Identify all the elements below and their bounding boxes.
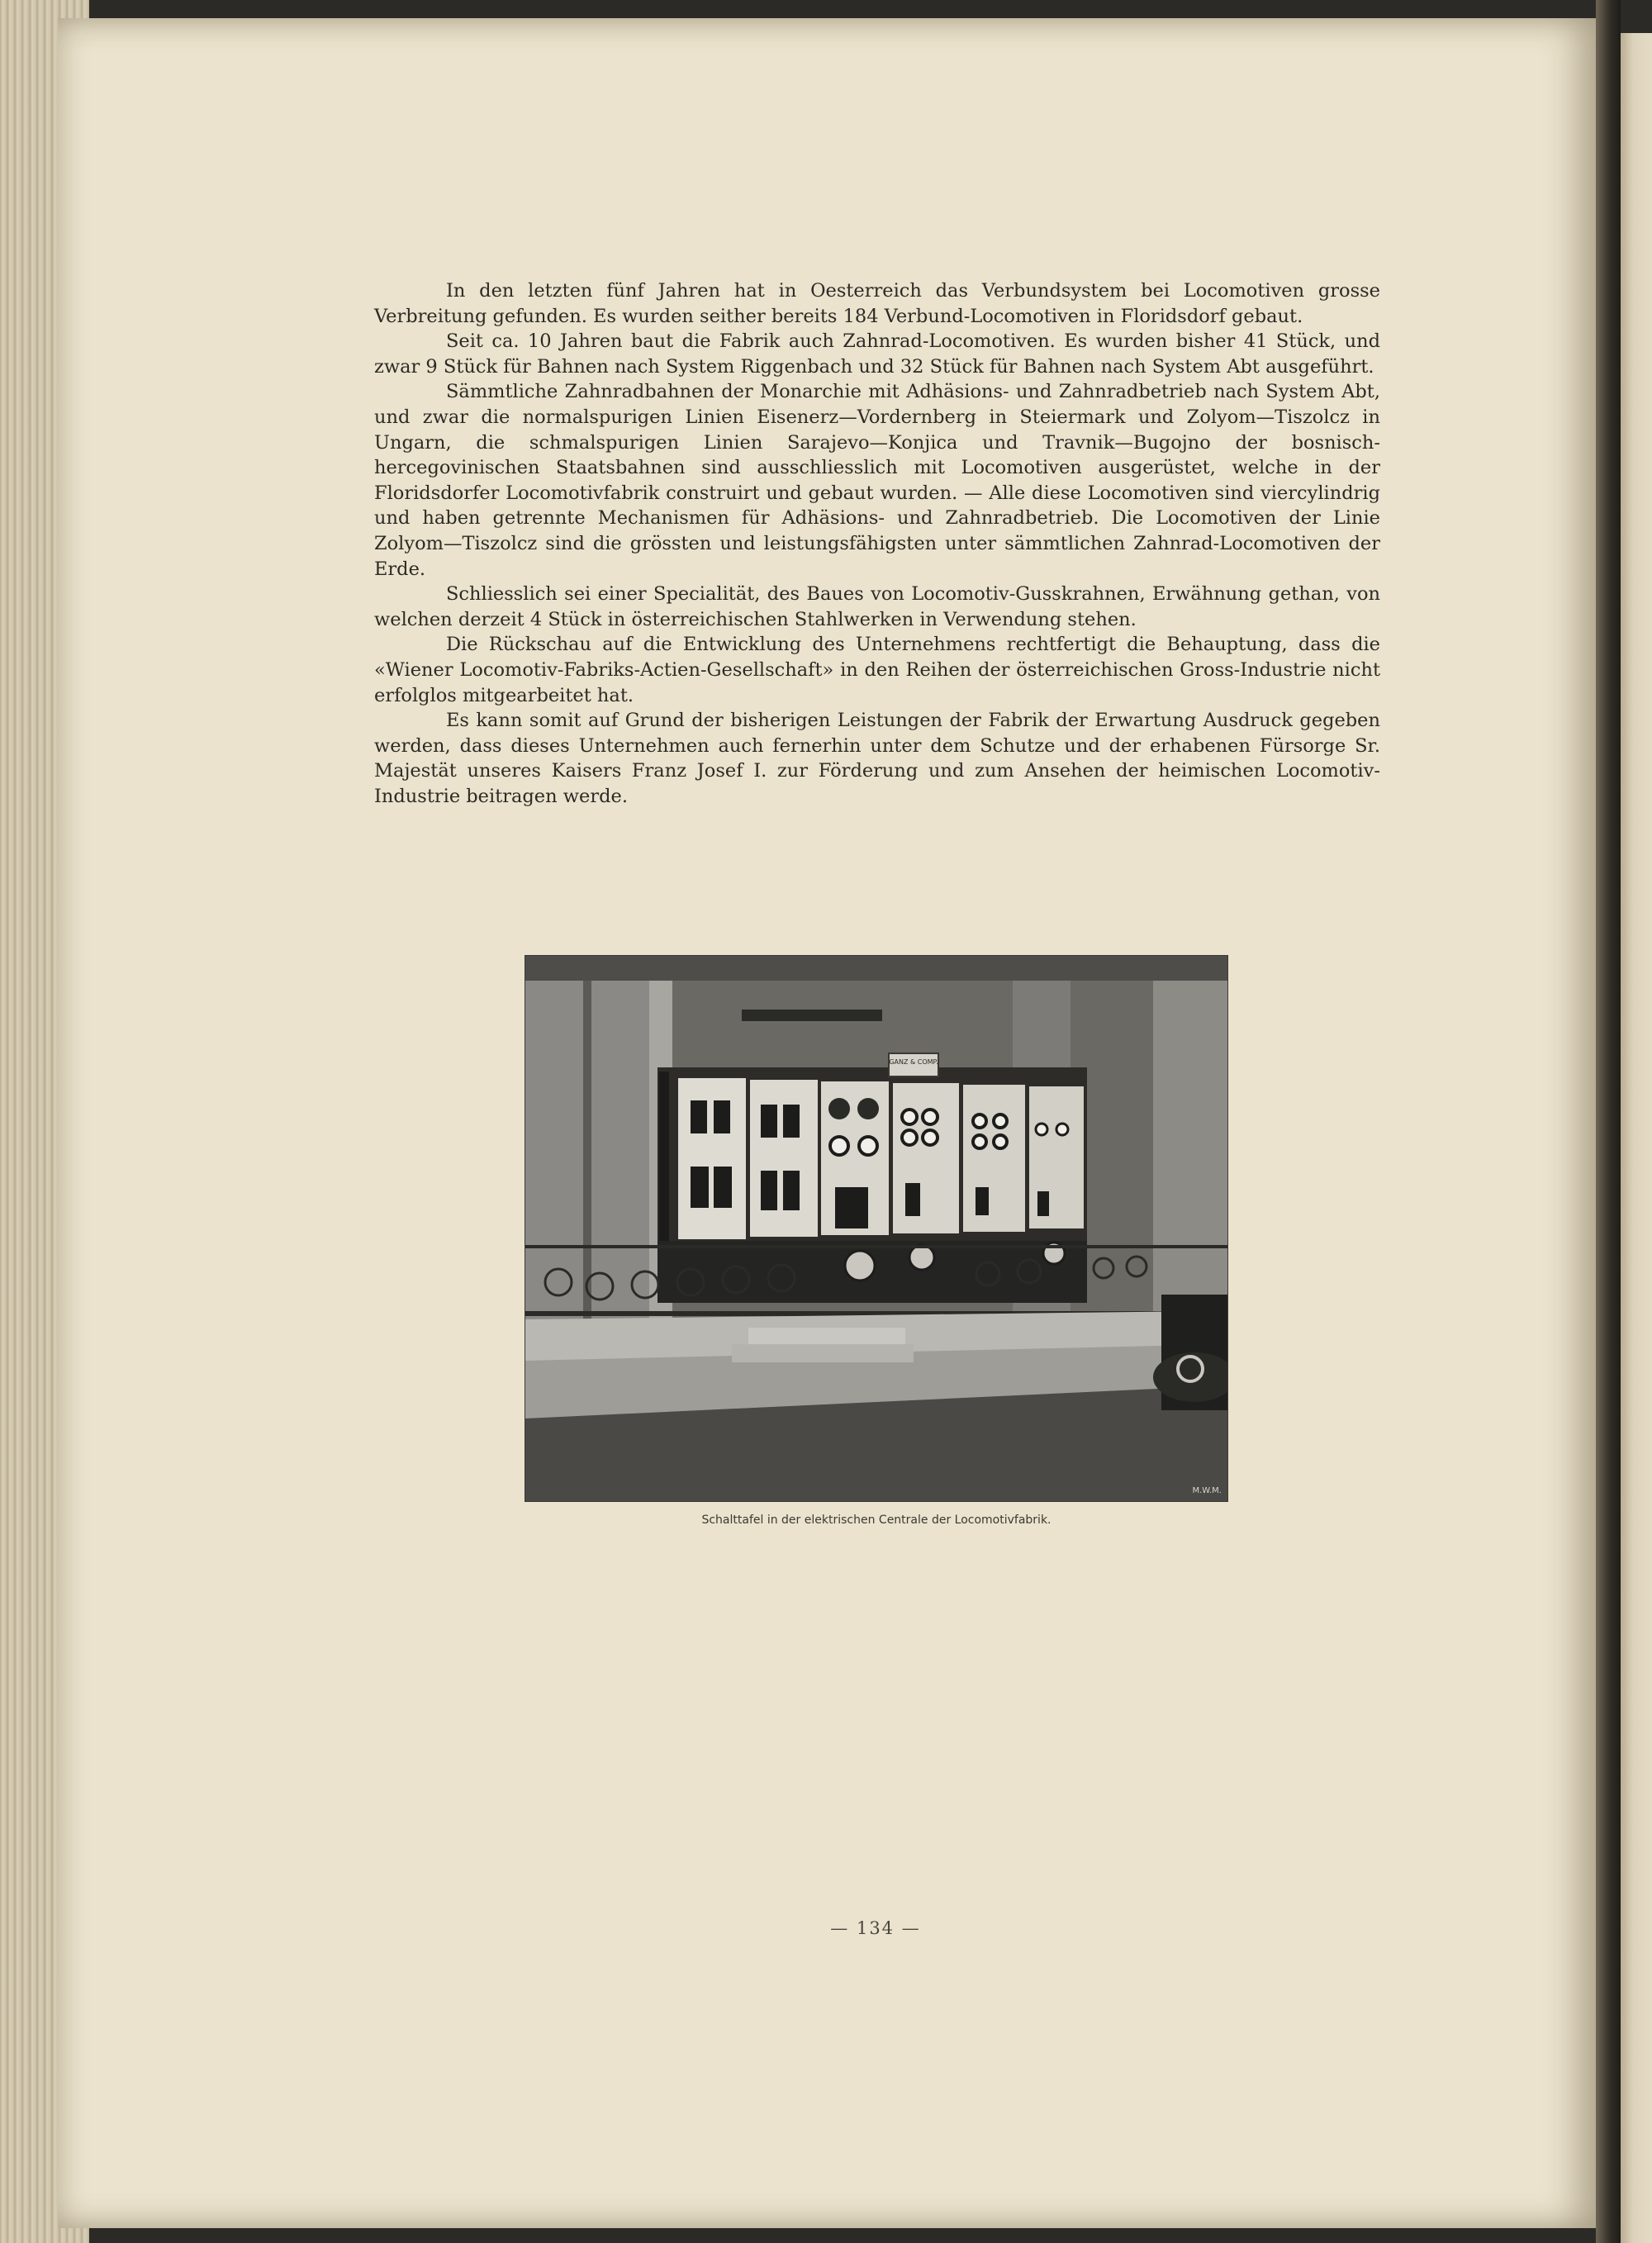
paragraph-2: Seit ca. 10 Jahren baut die Fabrik auch Zahnrad-Locomotiven. Es wurden bisher 41 Stück, und zwar 9 Stück für Bahnen nach System Riggenbach und 32 Stück für Bahnen nach System Abt ausgeführt.	[374, 330, 1380, 378]
switchboard-sign: GANZ & COMP.	[889, 1058, 938, 1066]
paragraph-6: Es kann somit auf Grund der bisherigen Leistungen der Fabrik der Erwartung Ausdruck gegeben werden, dass dieses Unternehmen auch fernerhin unter dem Schutze und der erhabenen Fürsorge Sr. Majestät unseres Kaisers Franz Josef I. zur Förderung und zum Ansehen der heimischen Locomotiv-Industrie beitragen werde.	[374, 710, 1380, 807]
page-number: — 134 —	[830, 1918, 921, 1938]
binding-gutter	[1596, 0, 1621, 2243]
paragraph-4: Schliesslich sei einer Specialität, des Baues von Locomotiv-Gusskrahnen, Erwähnung gethan, von welchen derzeit 4 Stück in österreichischen Stahlwerken in Verwendung stehen.	[374, 583, 1380, 630]
body-text	[374, 278, 1380, 809]
paragraph-5: Die Rückschau auf die Entwicklung des Unternehmens rechtfertigt die Behauptung, dass die «Wiener Locomotiv-Fabriks-Actien-Gesellschaft» in den Reihen der österreichischen Gross-Industrie nicht erfolglos mitgearbeitet hat.	[374, 634, 1380, 706]
facing-page-edge	[1621, 33, 1652, 2243]
switchboard-photograph	[525, 956, 1227, 1501]
photographer-mark: M.W.M.	[1192, 1486, 1222, 1495]
paragraph-1: In den letzten fünf Jahren hat in Oesterreich das Verbundsystem bei Locomotiven grosse Verbreitung gefunden. Es wurden seither bereits 184 Verbund-Locomotiven in Floridsdorf gebaut.	[374, 280, 1380, 327]
figure-caption: Schalttafel in der elektrischen Centrale der Locomotivfabrik.	[701, 1514, 1051, 1527]
paragraph-3: Sämmtliche Zahnradbahnen der Monarchie mit Adhäsions- und Zahnradbetrieb nach System Abt, und zwar die normalspurigen Linien Eisenerz—Vordernberg in Steiermark und Zolyom—Tiszolcz in Ungarn, die schmalspurigen Linien Sarajevo—Konjica und Travnik—Bugojno der bosnisch-hercegovinischen Staatsbahnen sind ausschliesslich mit Locomotiven ausgerüstet, welche in der Floridsdorfer Locomotivfabrik construirt und gebaut wurden. — Alle diese Locomotiven sind viercylindrig und haben getrennte Mechanismen für Adhäsions- und Zahnradbetrieb. Die Locomotiven der Linie Zolyom—Tiszolcz sind die grössten und leistungsfähigsten unter sämmtlichen Zahnrad-Locomotiven der Erde.	[374, 381, 1380, 580]
